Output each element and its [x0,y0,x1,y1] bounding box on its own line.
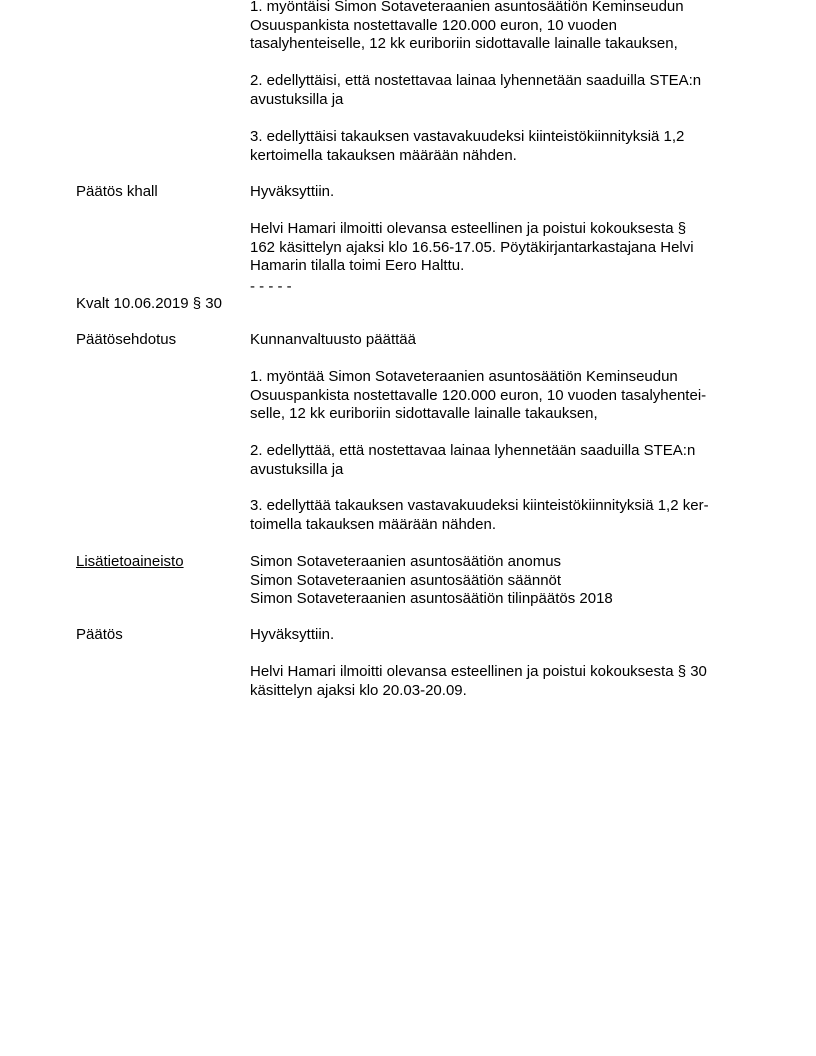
proposal-item-3-line-2: toimella takauksen määrään nähden. [250,515,496,533]
kvalt-header: Kvalt 10.06.2019 § 30 [76,295,222,312]
top-item-1-line-3: tasalyhenteiselle, 12 kk euriboriin sidottavalle lainalle takauksen, [250,35,678,52]
final-note-line-2: käsittelyn ajaksi klo 20.03-20.09. [250,681,467,699]
final-decision-label: Päätös [76,626,123,643]
additional-info-list [250,553,750,609]
khall-note-line-1: Helvi Hamari ilmoitti olevansa esteellinen ja poistui kokouksesta § [250,220,687,237]
proposal-item-2-line-1: 2. edellyttää, että nostettavaa lainaa lyhennetään saaduilla STEA:n [250,442,696,459]
top-item-3 [250,128,750,165]
proposal-item-1-line-3: selle, 12 kk euriboriin sidottavalle lainalle takauksen, [250,405,598,422]
khall-decision-text [250,183,750,202]
top-item-1 [250,0,750,54]
final-note-line-1: Helvi Hamari ilmoitti olevansa esteellinen ja poistui kokouksesta § 30 [250,663,707,680]
final-decision-value: Hyväksyttiin. [250,626,335,643]
top-item-2-line-1: 2. edellyttäisi, että nostettavaa lainaa lyhennetään saaduilla STEA:n [250,72,702,89]
top-item-2 [250,72,750,109]
additional-info-item-3: Simon Sotaveteraanien asuntosäätiön tilinpäätös 2018 [250,590,613,607]
section-separator [250,278,750,297]
khall-decision-note [250,220,750,276]
proposal-intro-text: Kunnanvaltuusto päättää [250,331,416,348]
proposal-item-1 [250,368,750,424]
final-decision-note [250,663,750,700]
proposal-item-3-line-1: 3. edellyttää takauksen vastavakuudeksi kiinteistökiinnityksiä 1,2 ker- [250,497,709,514]
proposal-item-1-line-2: Osuuspankista nostettavalle 120.000 euron, 10 vuoden tasalyhentei- [250,386,707,404]
top-item-1-line-2: Osuuspankista nostettavalle 120.000 euron, 10 vuoden [250,16,617,34]
khall-note-line-3: Hamarin tilalla toimi Eero Halttu. [250,257,465,274]
khall-note-line-2: 162 käsittelyn ajaksi klo 16.56-17.05. Pöytäkirjantarkastajana Helvi [250,238,694,256]
top-item-3-line-1: 3. edellyttäisi takauksen vastavakuudeksi kiinteistökiinnityksiä 1,2 [250,128,685,145]
additional-info-item-1: Simon Sotaveteraanien asuntosäätiön anomus [250,553,562,570]
top-item-2-line-2: avustuksilla ja [250,90,344,108]
additional-info-label: Lisätietoaineisto [76,553,184,570]
top-item-3-line-2: kertoimella takauksen määrään nähden. [250,146,517,164]
final-decision-text [250,626,750,645]
top-item-1-line-1: 1. myöntäisi Simon Sotaveteraanien asuntosäätiön Keminseudun [250,0,684,15]
proposal-item-3 [250,497,750,534]
proposal-item-2 [250,442,750,479]
separator-dashes: - - - - - [250,278,292,295]
proposal-item-2-line-2: avustuksilla ja [250,460,344,478]
proposal-item-1-line-1: 1. myöntää Simon Sotaveteraanien asuntosäätiön Keminseudun [250,368,678,385]
additional-info-item-2: Simon Sotaveteraanien asuntosäätiön säännöt [250,571,562,589]
proposal-intro [250,331,750,350]
khall-decision-value: Hyväksyttiin. [250,183,335,200]
khall-decision-label: Päätös khall [76,183,158,200]
proposal-label: Päätösehdotus [76,331,177,348]
